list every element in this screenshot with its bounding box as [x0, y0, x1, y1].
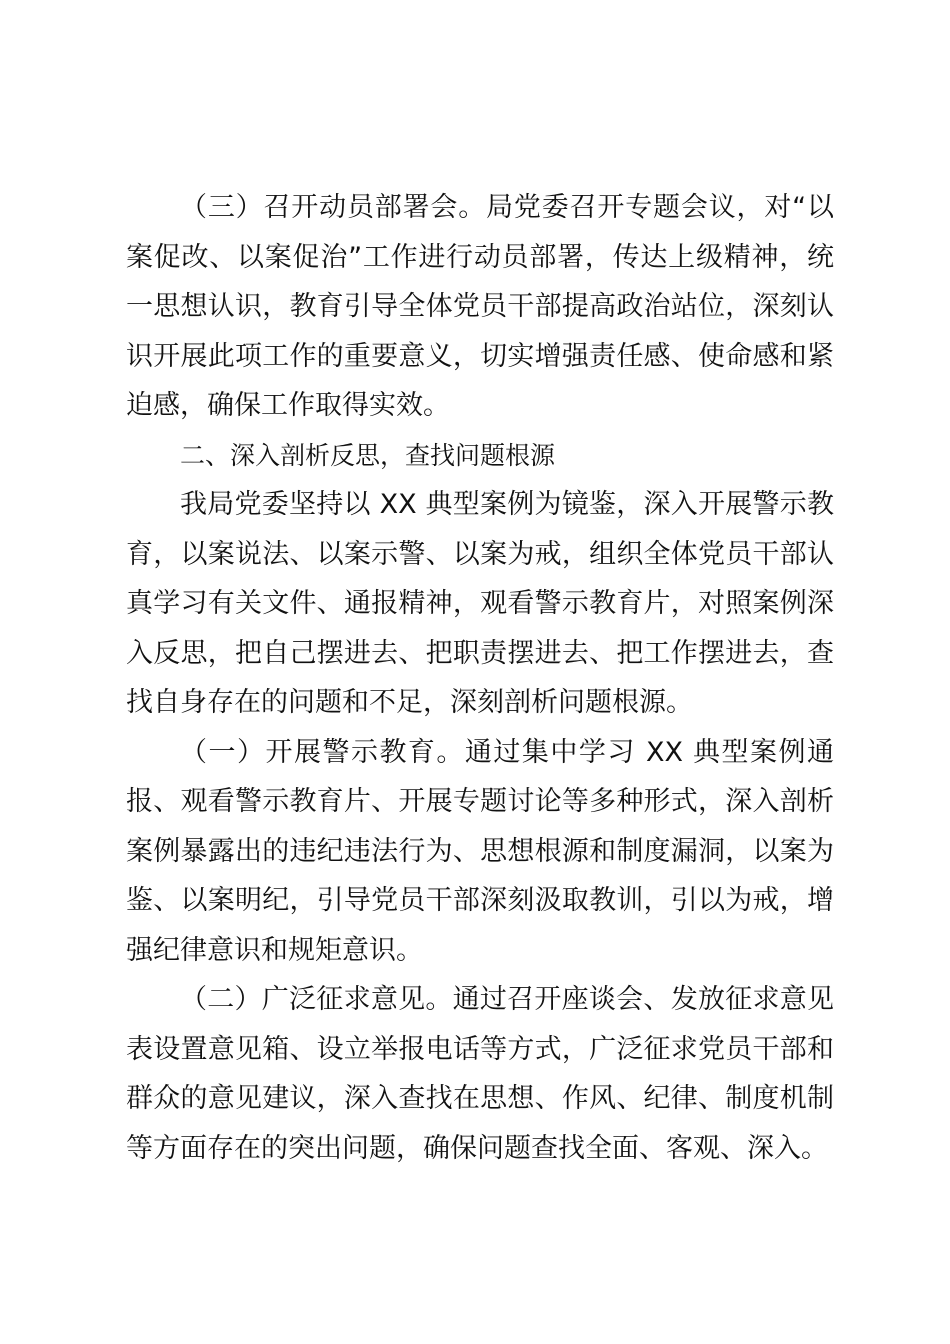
paragraph-warning-mirror: 我局党委坚持以 XX 典型案例为镜鉴，深入开展警示教育，以案说法、以案示警、以案为戒，组织全体党员干部认真学习有关文件、通报精神，观看警示教育片，对照案例深入反思，把自己摆进去、把职责摆进去、把工作摆进去，查找自身存在的问题和不足，深刻剖析问题根源。 [126, 489, 834, 718]
paragraph-mobilization-meeting: （三）召开动员部署会。局党委召开专题会议，对“以案促改、以案促治”工作进行动员部署，传达上级精神，统一思想认识，教育引导全体党员干部提高政治站位，深刻认识开展此项工作的重要意义，切实增强责任感、使命感和紧迫感，确保工作取得实效。 [126, 192, 834, 421]
document-body [126, 183, 834, 1173]
paragraph-warning-education: （一）开展警示教育。通过集中学习 XX 典型案例通报、观看警示教育片、开展专题讨论等多种形式，深入剖析案例暴露出的违纪违法行为、思想根源和制度漏洞，以案为鉴、以案明纪，引导党员干部深刻汲取教训，引以为戒，增强纪律意识和规矩意识。 [126, 736, 834, 966]
section-heading-analysis: 二、深入剖析反思，查找问题根源 [180, 440, 556, 470]
paragraph-solicit-opinions: （二）广泛征求意见。通过召开座谈会、发放征求意见表设置意见箱、设立举报电话等方式，广泛征求党员干部和群众的意见建议，深入查找在思想、作风、纪律、制度机制等方面存在的突出问题，确保问题查找全面、客观、深入。 [126, 984, 834, 1164]
